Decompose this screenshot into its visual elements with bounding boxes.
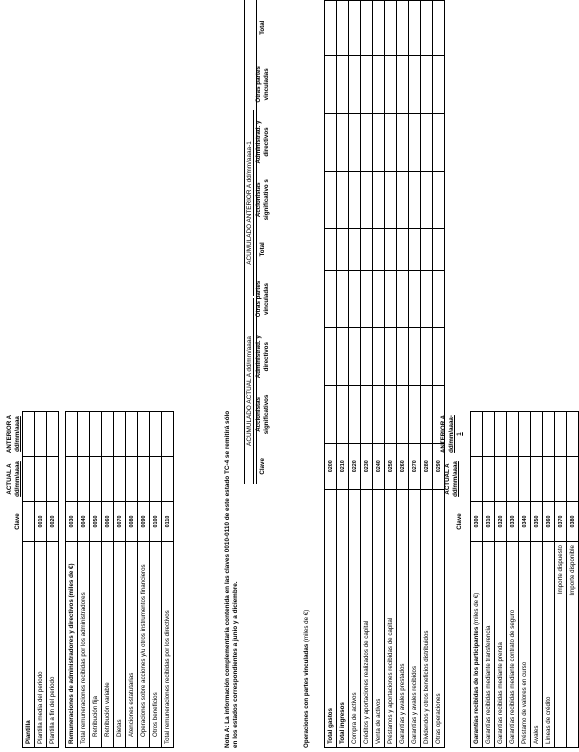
operaciones-table bbox=[255, 0, 311, 748]
table-row: Dividendos y otros beneficios distribuidos 0280 bbox=[421, 1, 433, 748]
clave-header: Clave bbox=[259, 458, 266, 475]
table-row: Garantías recibidas de los participantes (miles de €) 0300 bbox=[471, 412, 483, 748]
table-row: Plantilla media del periodo 0010 bbox=[35, 412, 47, 748]
anterior-header: ANTERIOR A dd/mm/aaaa-1 bbox=[440, 414, 463, 454]
table-row: Importe dispuesto 0370 bbox=[555, 412, 567, 748]
table-row: Retribución variable 0060 bbox=[102, 412, 114, 748]
accionistas-header: Accionistas significativos bbox=[255, 394, 270, 435]
table-row: Préstamo de valores en curso 0340 bbox=[519, 412, 531, 748]
operaciones-title: Operaciones con partes vinculadas bbox=[303, 643, 310, 748]
table-row: Importe disponible 0380 bbox=[567, 412, 579, 748]
operaciones-unit: (miles de €) bbox=[303, 609, 310, 643]
anterior-header: ANTERIOR A dd/mm/aaaa bbox=[6, 414, 21, 454]
otras-header: Otras partes vinculadas bbox=[255, 280, 270, 318]
table-row: Plantilla a fin del periodo 0020 bbox=[47, 412, 59, 748]
table-row: Garantías recibidas mediante prenda 0320 bbox=[495, 412, 507, 748]
table-row: Dietas 0070 bbox=[114, 412, 126, 748]
table-row: Otras operaciones 0290 bbox=[433, 1, 445, 748]
table-row: Créditos y aportaciones realizados de capital 0230 bbox=[361, 1, 373, 748]
otras-header-2: Otras partes vinculadas bbox=[255, 66, 270, 103]
total-header: Total bbox=[259, 242, 266, 257]
note-text: Nota A: La información complementaria contenida en las claves 0010-0110 de este estado TC-4 se remitirá sólo en los estados correspondientes a junio y a diciembre. bbox=[224, 410, 239, 748]
table-row: Total ingresos 0210 bbox=[337, 1, 349, 748]
table-row: Garantías y avales prestados 0260 bbox=[397, 1, 409, 748]
table-row: Venta de activos 0240 bbox=[373, 1, 385, 748]
table-row: Operaciones sobre acciones y/u otros instrumentos financieros 0090 bbox=[138, 412, 150, 748]
table-row: Remuneraciones de administradores y directivos (miles de €) 0030 bbox=[66, 412, 78, 748]
table-row: Total gastos 0200 bbox=[325, 1, 337, 748]
table-row: Garantías recibidas mediante transferencia 0310 bbox=[483, 412, 495, 748]
group-anterior-header: ACUMULADO ANTERIOR A dd/mm/aaaa-1 bbox=[246, 110, 254, 296]
table-row: Total remuneraciones recibidas por los directivos 0110 bbox=[162, 412, 174, 748]
clave-header: Clave bbox=[456, 513, 463, 530]
table-row: Avales 0350 bbox=[531, 412, 543, 748]
group-actual-header: ACUMULADO ACTUAL A dd/mm/aaaa bbox=[246, 298, 254, 484]
garantias-table bbox=[440, 411, 579, 748]
table-row: Plantilla bbox=[23, 412, 35, 748]
actual-header: ACTUAL A dd/mm/aaaa bbox=[6, 461, 21, 497]
accionistas-header-2: Accionistas significativo s bbox=[255, 179, 270, 221]
table-row: Total remuneraciones recibidas por los administradores 0040 bbox=[78, 412, 90, 748]
total-header-2: Total bbox=[259, 20, 266, 35]
actual-header: ACTUAL A dd/mm/aaaa bbox=[444, 461, 459, 497]
table-row: Garantías recibidas mediante contrato de seguro 0330 bbox=[507, 412, 519, 748]
operaciones-body bbox=[324, 0, 445, 748]
table-row: Compra de activos 0220 bbox=[349, 1, 361, 748]
administrad-header: Administrad. y directivos bbox=[255, 335, 270, 379]
table-row: Garantías y avales recibidos 0270 bbox=[409, 1, 421, 748]
table-row: Retribución fija 0050 bbox=[90, 412, 102, 748]
administrad-header-2: Administrad. y directivos bbox=[255, 120, 270, 164]
plantilla-table bbox=[6, 411, 174, 748]
table-row: Líneas de crédito 0360 bbox=[543, 412, 555, 748]
table-row: Préstamos y aportaciones recibidas de capital 0250 bbox=[385, 1, 397, 748]
table-row: Atenciones estatutarias 0080 bbox=[126, 412, 138, 748]
table-row: Otros beneficios 0100 bbox=[150, 412, 162, 748]
clave-header: Clave bbox=[14, 513, 21, 530]
